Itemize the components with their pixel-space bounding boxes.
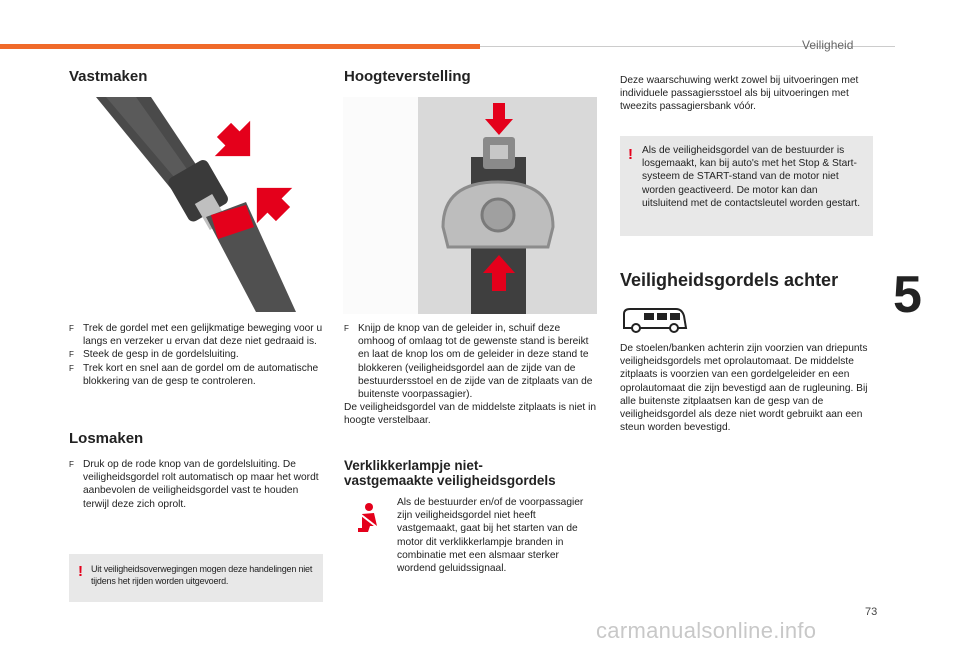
chapter-number: 5 bbox=[893, 266, 922, 324]
van-rear-seats-icon bbox=[620, 306, 688, 334]
header-accent-bar bbox=[0, 44, 480, 49]
heading-verklikkerlampje: Verklikkerlampje niet- vastgemaakte veiligheidsgordels bbox=[344, 458, 556, 488]
page-number: 73 bbox=[865, 606, 878, 618]
list-item: F Steek de gesp in de gordelsluiting. bbox=[69, 349, 239, 361]
heading-gordels-achter: Veiligheidsgordels achter bbox=[620, 270, 839, 290]
warning-box-startstop: ! Als de veiligheidsgordel van de bestuurder is losgemaakt, kan bij auto's met het Stop & Start-systeem de START-stand van de motor niet worden geactiveerd. De motor kan dan uitsluitend met de contactsleutel worden gestart. bbox=[620, 136, 873, 236]
list-item: F Knijp de knop van de geleider in, schuif deze omhoog of omlaag tot de gewenste stand is bereikt en laat de knop los om de geleider in deze stand te blokkeren (veiligheidsgordel aan de zijde van de bestuurdersstoel en de zijde van de zitplaats van de buitenste voorpassagier). bbox=[344, 323, 593, 401]
seatbelt-warning-icon bbox=[356, 502, 384, 534]
warning-box-driving: ! Uit veiligheidsoverwegingen mogen deze handelingen niet tijdens het rijden worden uitgevoerd. bbox=[69, 554, 323, 602]
section-title: Veiligheid bbox=[802, 38, 854, 52]
list-item: F Trek de gordel met een gelijkmatige beweging voor u langs en verzeker u ervan dat deze niet gedraaid is. bbox=[69, 323, 323, 348]
middle-seat-note: De veiligheidsgordel van de middelste zitplaats is niet in hoogte verstelbaar. bbox=[344, 402, 596, 427]
heading-losmaken: Losmaken bbox=[69, 430, 144, 447]
list-item: F Trek kort en snel aan de gordel om de automatische blokkering van de gesp te controleren. bbox=[69, 362, 319, 387]
seatbelt-fasten-illustration bbox=[96, 97, 298, 312]
warning-icon: ! bbox=[78, 563, 83, 580]
warning-icon: ! bbox=[628, 146, 633, 163]
heading-hoogteverstelling: Hoogteverstelling bbox=[344, 68, 471, 85]
warning-lamp-text: Als de bestuurder en/of de voorpassagier zijn veiligheidsgordel niet heeft vastgemaakt, gaat bij het starten van de motor dit verklikkerlampje branden in combinatie met een alsmaar sterker wordend geluidssignaal. bbox=[397, 497, 584, 575]
rear-seatbelts-text: De stoelen/banken achterin zijn voorzien van driepunts veiligheidsgordels met oprolautomaat. De middelste zitplaats is voorzien van een gordelgeleider en een oprolautomaat die zijn bevestigd aan de rugleuning. Bij alle buitenste zitplaatsen kan de gesp van de veiligheidsgordel als deze niet wordt gebruikt aan een steun worden bevestigd. bbox=[620, 343, 868, 434]
list-item: F Druk op de rode knop van de gordelsluiting. De veiligheidsgordel rolt automatisch op maar het wordt aanbevolen de veiligheidsgordel vast te houden terwijl deze zich oprolt. bbox=[69, 459, 319, 510]
release-instructions bbox=[69, 458, 324, 511]
warning-scope-text: Deze waarschuwing werkt zowel bij uitvoeringen met individuele passagiersstoel als bij uitvoeringen met tweezits passagiersbank vóór. bbox=[620, 75, 859, 113]
fasten-instructions bbox=[69, 322, 324, 388]
watermark: carmanualsonline.info bbox=[596, 618, 817, 643]
height-instructions bbox=[344, 322, 599, 428]
height-adjust-illustration bbox=[343, 97, 597, 314]
heading-vastmaken: Vastmaken bbox=[69, 68, 148, 85]
